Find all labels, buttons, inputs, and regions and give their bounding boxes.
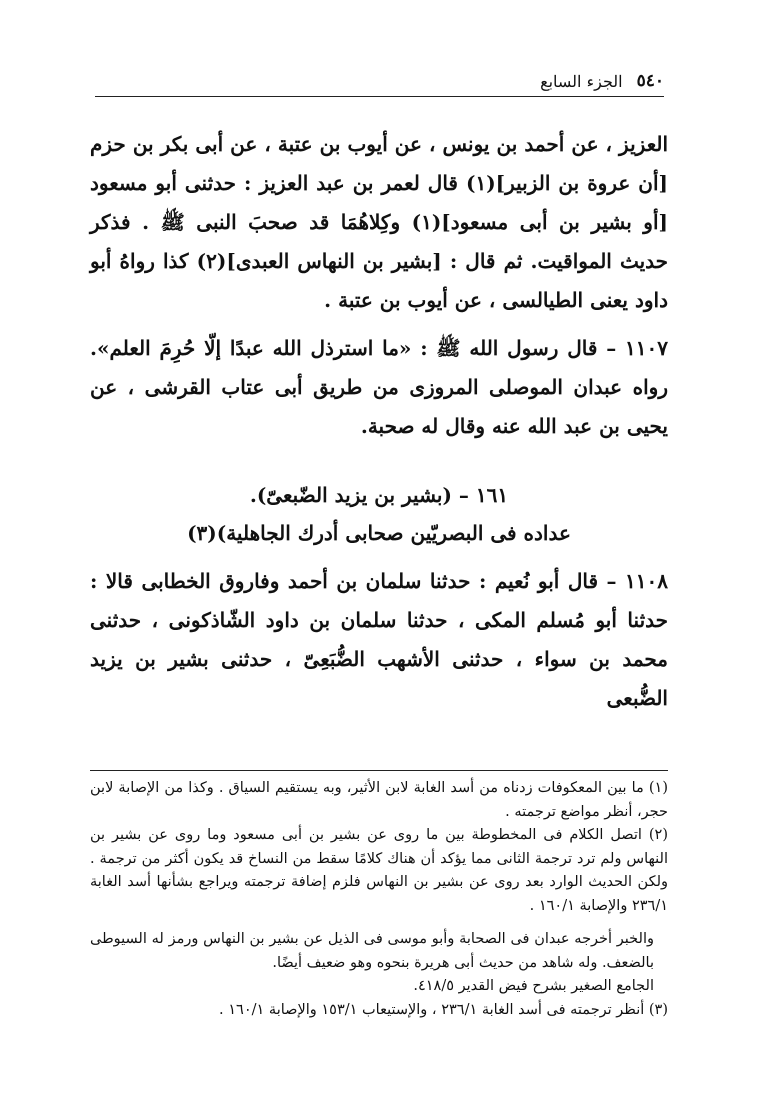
footnote-2-continued: والخبر أخرجه عبدان فى الصحابة وأبو موسى فى الذيل عن بشير بن النهاس ورمز له السيوطى بالضعف. وله شاهد من حديث أبى هريرة بنحوه وهو ضعيف أيضًا. — [90, 931, 654, 971]
hadith-1107: ١١٠٧ – قال رسول الله ﷺ : «ما استرذل الله عبدًا إلّا حُرِمَ العلم». رواه عبدان الموصلى المروزى من طريق أبى عتاب القرشى ، عن يحيى بن عبد الله عنه وقال له صحبة. — [90, 336, 668, 438]
paragraph-isnad-continuation: العزيز ، عن أحمد بن يونس ، عن أيوب بن عتبة ، عن أبى بكر بن حزم [أن عروة بن الزبير](١) قال لعمر بن عبد العزيز : حدثنى أبو مسعود [أو بشير بن أبى مسعود](١) وكِلاهُمَا قد صحبَ النبى ﷺ . فذكر حديث المواقيت. ثم قال : [بشير بن النهاس العبدى](٢) كذا رواهُ أبو داود يعنى الطيالسى ، عن أيوب بن عتبة . — [90, 132, 669, 312]
hadith-1108: ١١٠٨ – قال أبو نُعيم : حدثنا سلمان بن أحمد وفاروق الخطابى قالا : حدثنا أبو مُسلم المكى ، حدثنا سلمان بن داود الشّاذكونى ، حدثنى محمد بن سواء ، حدثنى الأشهب الضُّبَعِىّ ، حدثنى بشير بن يزيد الضُّبعى — [90, 569, 668, 710]
section-subtitle: عداده فى البصريّين صحابى أدرك الجاهلية)(٣) — [187, 521, 571, 545]
footnote-1: (١) ما بين المعكوفات زدناه من أسد الغابة لابن الأثير، وبه يستقيم السياق . وكذا من الإصابة لابن حجر، أنظر مواضع ترجمته . — [90, 780, 668, 820]
page-header — [95, 66, 664, 97]
page-number: ٥٤٠ — [636, 71, 664, 91]
section-title: ١٦١ – (بشير بن يزيد الضّبعىّ). — [249, 483, 509, 507]
part-title: الجزء السابع — [540, 71, 623, 91]
footnote-2: (٢) اتصل الكلام فى المخطوطة بين ما روى عن بشير بن أبى مسعود وما روى عن بشير بن النهاس ولم ترد ترجمة الثانى مما يؤكد أن هناك كلامًا سقط من النساخ قد يكون أكثر من ترجمة . ولكن الحديث الوارد بعد روى عن بشير بن النهاس فلزم إضافة ترجمته ويراجع بشأنها أسد الغابة ٢٣٦/١ والإصابة ١٦٠/١ . — [90, 827, 668, 914]
footnote-2-reference: الجامع الصغير بشرح فيض القدير ٤١٨/٥. — [413, 978, 654, 994]
footnotes — [90, 770, 668, 1022]
footnote-3: (٣) أنظر ترجمته فى أسد الغابة ٢٣٦/١ ، والإستيعاب ١٥٣/١ والإصابة ١٦٠/١ . — [219, 1001, 668, 1018]
main-text — [90, 125, 668, 718]
